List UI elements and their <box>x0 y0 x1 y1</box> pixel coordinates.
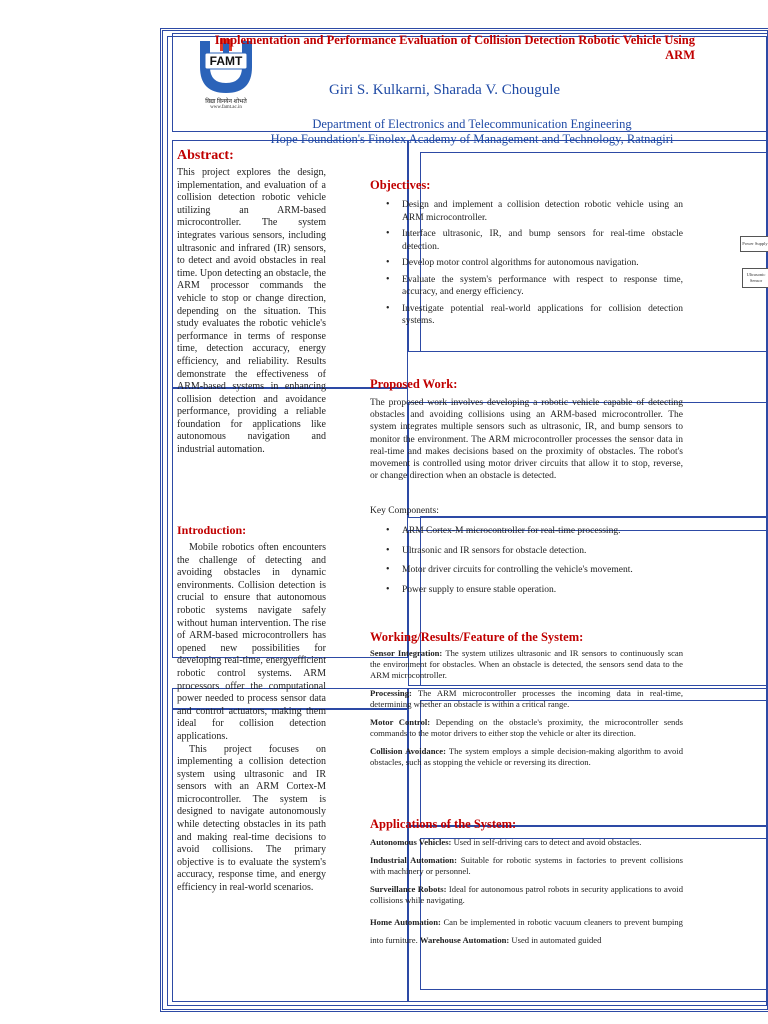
objective-item: • Develop motor control algorithms for autonomous navigation. <box>370 257 683 270</box>
application-item <box>370 855 683 877</box>
institute: Hope Foundation's Finolex Academy of Management and Technology, Ratnagiri <box>270 132 674 146</box>
diagram-block-power-supply: Power Supply <box>740 236 768 252</box>
application-item-label: Autonomous Vehicles: <box>370 837 452 847</box>
introduction-heading: Introduction: <box>177 523 247 537</box>
poster-title: Implementation and Performance Evaluation of Collision Detection Robotic Vehicle Using ARM <box>214 33 695 62</box>
application-item-text: Used in automated guided <box>509 935 602 945</box>
component-item: • Ultrasonic and IR sensors for obstacle detection. <box>370 545 683 558</box>
applications-heading: Applications of the System: <box>370 817 517 831</box>
working-item-label: Collision Avoidance: <box>370 746 446 756</box>
working-body <box>370 648 683 768</box>
diagram-block-ultrasonic-sensor: Ultrasonic Sensor <box>742 268 768 288</box>
application-item-text: Suitable for robotic systems in factories to prevent collisions with machinery or personnel. <box>370 855 683 876</box>
working-item-text: Depending on the obstacle's proximity, the microcontroller sends commands to the motor drivers to either stop the vehicle or alter its direction. <box>370 717 683 738</box>
working-item <box>370 746 683 768</box>
application-item-text: Ideal for autonomous patrol robots in security applications to avoid collisions while navigating. <box>370 884 683 905</box>
department: Department of Electronics and Telecommunication Engineering <box>312 117 632 131</box>
application-item-text: Used in self-driving cars to detect and avoid obstacles. <box>451 837 642 847</box>
working-item-text: The system utilizes ultrasonic and IR sensors to continuously scan the environment for obstacles. When an obstacle is detected, the sensors send data to the ARM microcontroller. <box>370 648 683 680</box>
logo-url: www.famt.ac.in <box>210 105 242 110</box>
introduction-paragraph-2: This project focuses on implementing a collision detection system using ultrasonic and IR sensors with an ARM Cortex-M microcontroller. The system is designed to navigate autonomously while detecting obstacles in its path and making real-time decisions to avoid collisions. The primary objective is to evaluate the system's accuracy, response time, and energy efficiency in real-world scenarios. <box>177 743 326 894</box>
application-item-text: Can be implemented in robotic vacuum cleaners to prevent bumping into furniture. <box>370 917 683 945</box>
introduction-body <box>177 542 326 895</box>
authors: Giri S. Kulkarni, Sharada V. Chougule <box>328 82 561 98</box>
abstract-heading: Abstract: <box>177 148 234 163</box>
application-item <box>370 884 683 906</box>
working-item-text: The system employs a simple decision-making algorithm to avoid obstacles, such as stopping the vehicle or reversing its direction. <box>370 746 683 767</box>
component-item: • Power supply to ensure stable operation. <box>370 584 683 597</box>
applications-body <box>370 837 683 949</box>
abstract-text: This project explores the design, implementation, and evaluation of a collision detection robotic vehicle utilizing an ARM-based microcontroller. The system integrates various sensors, including ultrasonic and infrared (IR) sensors, to detect and avoid obstacles in real time. Upon detecting an obstacle, the ARM processor commands the vehicle to stop or change direction, depending on the situation. This study evaluates the robotic vehicle's performance in terms of response time, detection accuracy, energy efficiency, and reliability. Results demonstrate the effectiveness of ARM-based systems in enhancing collision detection and avoidance performance, providing a reliable foundation for applications like autonomous navigation and industrial automation. <box>177 167 326 456</box>
objective-item: • Evaluate the system's performance with respect to response time, accuracy, and energy efficiency. <box>370 274 683 299</box>
application-item-label: Surveillance Robots: <box>370 884 447 894</box>
application-item-label: Industrial Automation: <box>370 855 457 865</box>
logo-motto: विद्या विनयेन शोभते <box>205 99 247 105</box>
working-heading: Working/Results/Feature of the System: <box>370 630 584 644</box>
objectives-heading: Objectives: <box>370 178 431 192</box>
component-item: • ARM Cortex-M microcontroller for real-time processing. <box>370 525 683 538</box>
working-item-label: Motor Control: <box>370 717 431 727</box>
component-item: • Motor driver circuits for controlling the vehicle's movement. <box>370 564 683 577</box>
key-components-label: Key Components: <box>370 506 439 516</box>
working-item <box>370 717 683 739</box>
working-item-text: The ARM microcontroller processes the incoming data in real-time, determining whether an obstacle is within a critical range. <box>370 688 683 709</box>
application-item-label: Home Automation: <box>370 917 441 927</box>
objective-item: • Interface ultrasonic, IR, and bump sensors for real-time obstacle detection. <box>370 228 683 253</box>
objective-item: • Design and implement a collision detection robotic vehicle using an ARM microcontroller. <box>370 199 683 224</box>
application-item-label: Warehouse Automation: <box>419 935 510 945</box>
proposed-work-heading: Proposed Work: <box>370 377 458 391</box>
working-item <box>370 648 683 681</box>
logo-text: FAMT <box>209 54 243 68</box>
application-item <box>370 837 683 848</box>
working-item-label: Processing: <box>370 688 412 698</box>
objectives-list <box>370 199 683 328</box>
objective-item: • Investigate potential real-world applications for collision detection systems. <box>370 303 683 328</box>
proposed-work-text: The proposed work involves developing a robotic vehicle capable of detecting obstacles and avoiding collisions using an ARM-based microcontroller. The system integrates multiple sensors such as ultrasonic, IR, and bump sensors to monitor the environment. The ARM microcontroller processes the sensor data in real-time and makes decisions based on the proximity of obstacles. The robot's movement is controlled using motor driver circuits that allow it to stop, reverse, or change direction when an obstacle is detected. <box>370 398 683 482</box>
introduction-paragraph-1: Mobile robotics often encounters the challenge of detecting and avoiding obstacles in dynamic environments. Collision detection is crucial to ensure that autonomous robotic systems navigate safely without human intervention. The rise of ARM-based microcontrollers has opened new possibilities for developing real-time, energyefficient robotic control systems. ARM processors offer the computational power needed to process sensor data and control actuators, making them ideal for collision detection applications. <box>177 542 326 742</box>
working-item <box>370 688 683 710</box>
key-components-list <box>370 525 683 596</box>
proposed-work-body <box>370 397 683 482</box>
abstract-body <box>177 167 326 457</box>
working-item-label: Sensor Integration: <box>370 648 443 658</box>
application-item <box>370 913 683 949</box>
